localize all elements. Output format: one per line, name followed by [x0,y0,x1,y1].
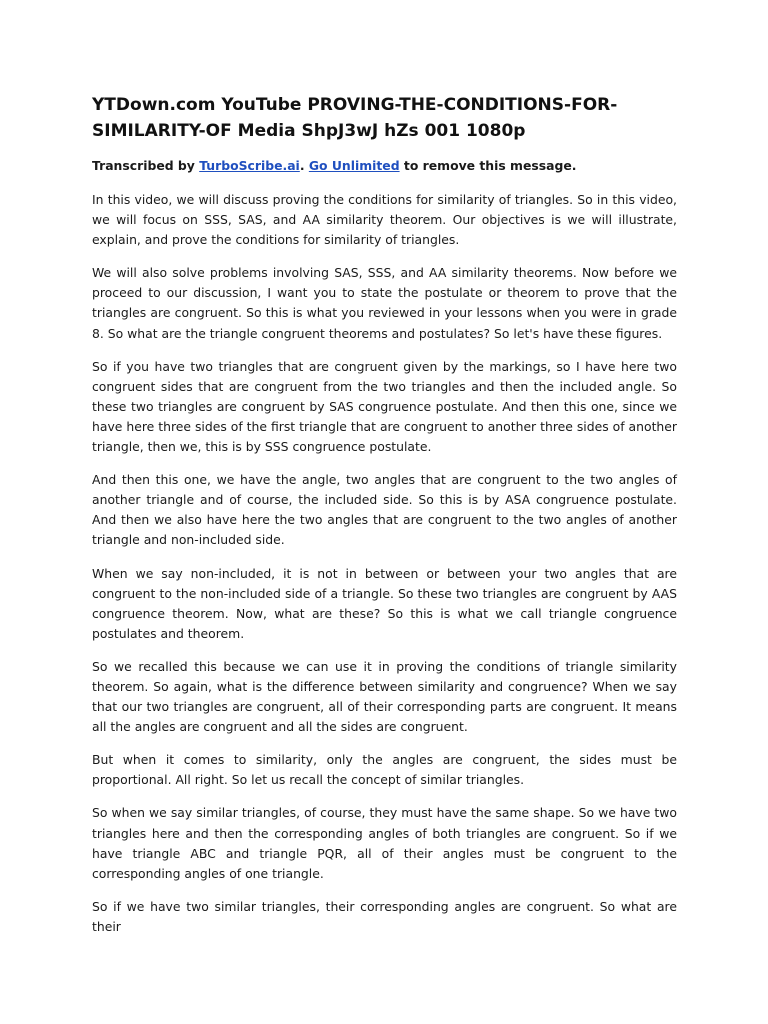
credit-separator: . [299,158,309,173]
credit-prefix: Transcribed by [92,158,200,173]
transcript-paragraph: And then this one, we have the angle, two angles that are congruent to the two angles of another triangle and of course, the included side. So this is by ASA congruence postulate. And then we also have here the two angles that are congruent to the two angles of another triangle and non-included side. [92,472,677,548]
transcription-credit [92,156,677,176]
transcript-paragraph: When we say non-included, it is not in between or between your two angles that are congruent to the non-included side of a triangle. So these two triangles are congruent by AAS congruence theorem. Now, what are these? So this is what we call triangle congruence postulates and theorem. [92,565,677,641]
transcript-paragraph: But when it comes to similarity, only the angles are congruent, the sides must be proportional. All right. So let us recall the concept of similar triangles. [92,752,677,788]
turboscribe-link[interactable]: TurboScribe.ai [199,158,300,173]
transcript-paragraph: In this video, we will discuss proving the conditions for similarity of triangles. So in this video, we will focus on SSS, SAS, and AA similarity theorem. Our objectives is we will illustrate, explain, and prove the conditions for similarity of triangles. [92,192,677,248]
transcript-paragraph: So we recalled this because we can use it in proving the conditions of triangle similarity theorem. So again, what is the difference between similarity and congruence? When we say that our two triangles are congruent, all of their corresponding parts are congruent. It means all the angles are congruent and all the sides are congruent. [92,658,677,735]
transcript-paragraph: So if we have two similar triangles, their corresponding angles are congruent. So what are their [92,898,677,934]
transcript-body [92,190,677,937]
document-title: YTDown.com YouTube PROVING-THE-CONDITIONS-FOR-SIMILARITY-OF Media ShpJ3wJ hZs 001 1080p [92,95,618,141]
transcript-paragraph: So if you have two triangles that are congruent given by the markings, so I have here two congruent sides that are congruent from the two triangles and then the included angle. So these two triangles are congruent by SAS congruence postulate. And then this one, since we have here three sides of the first triangle that are congruent to another three sides of another triangle, then we, this is by SSS congruence postulate. [92,358,677,455]
transcript-paragraph: We will also solve problems involving SAS, SSS, and AA similarity theorems. Now before we proceed to our discussion, I want you to state the postulate or theorem to prove that the triangles are congruent. So this is what you reviewed in your lessons when you were in grade 8. So what are the triangle congruent theorems and postulates? So let's have these figures. [92,265,677,341]
transcript-paragraph: So when we say similar triangles, of course, they must have the same shape. So we have two triangles here and then the corresponding angles of both triangles are congruent. So if we have triangle ABC and triangle PQR, all of their angles must be congruent to the corresponding angles of one triangle. [92,805,677,881]
document-page [92,92,677,937]
go-unlimited-link[interactable]: Go Unlimited [308,158,400,173]
credit-suffix: to remove this message. [399,158,577,173]
